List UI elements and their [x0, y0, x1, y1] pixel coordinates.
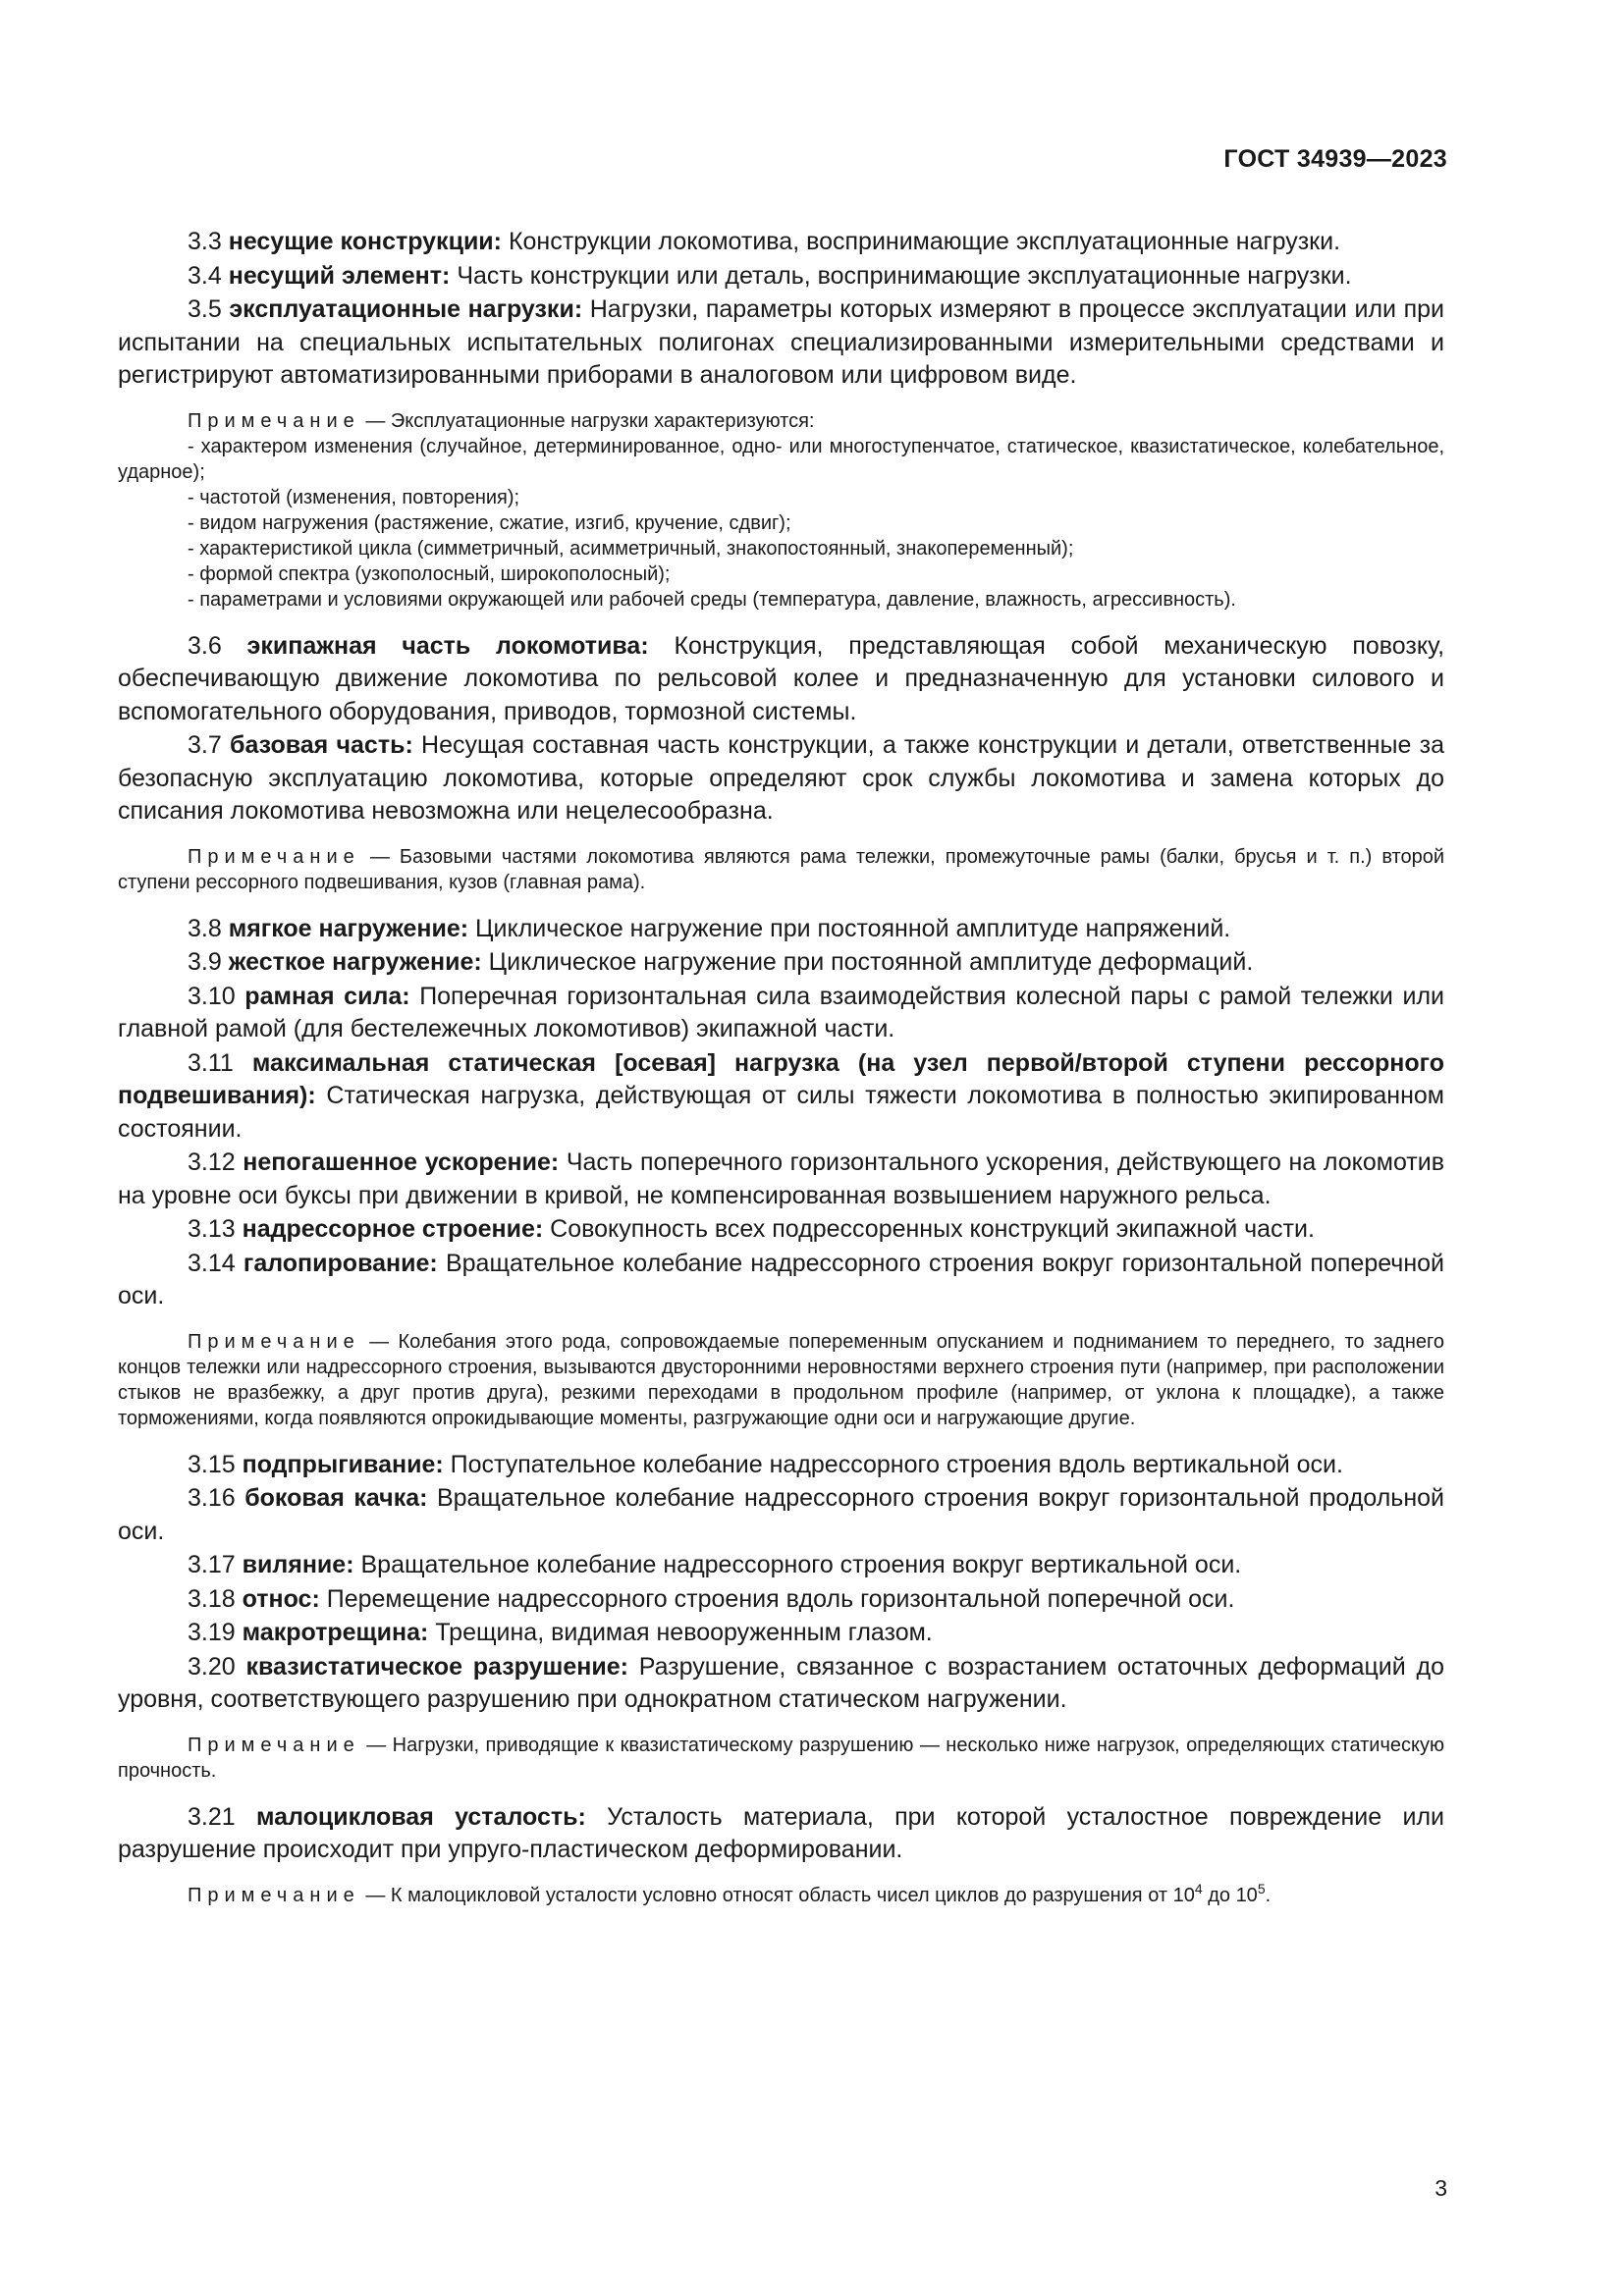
term-3-15: 3.15 подпрыгивание: Поступательное колебание надрессорного строения вдоль вертикальной оси.: [188, 1450, 1343, 1478]
term-3-18: 3.18 относ: Перемещение надрессорного строения вдоль горизонтальной поперечной оси.: [188, 1584, 1235, 1613]
term-3-6: 3.6 экипажная часть локомотива: Конструкция, представляющая собой механическую повозку, обеспечивающую движение локомотива по рельсовой колее и предназначенную для установки силового и вспомогательного оборудования, приводов, тормозной системы.: [118, 631, 1445, 725]
note-1-item: - характеристикой цикла (симметричный, асимметричный, знакопостоянный, знакопеременный);: [188, 537, 1074, 560]
term-3-5: 3.5 эксплуатационные нагрузки: Нагрузки, параметры которых измеряют в процессе эксплуатации или при испытании на специальных испытательных полигонах специализированными измерительными средствами и регистрируют автоматизированными приборами в аналоговом или цифровом виде.: [118, 295, 1444, 389]
note-label: Примечание: [188, 409, 360, 432]
note-label: Примечание: [188, 1330, 360, 1353]
note-1-item: - параметрами и условиями окружающей или рабочей среды (температура, давление, влажность, агрессивность).: [188, 588, 1236, 611]
note-label: Примечание: [188, 1734, 360, 1756]
term-3-14: 3.14 галопирование: Вращательное колебание надрессорного строения вокруг горизонтальной поперечной оси.: [118, 1249, 1444, 1309]
page-number: 3: [1435, 2175, 1447, 2201]
term-3-3: 3.3 несущие конструкции: Конструкции локомотива, воспринимающие эксплуатационные нагрузки.: [188, 228, 1341, 255]
term-3-12: 3.12 непогашенное ускорение: Часть поперечного горизонтального ускорения, действующего на локомотив на уровне оси буксы при движении в кривой, не компенсированная возвышением наружного рельса.: [118, 1148, 1444, 1209]
terms-content: [118, 226, 1444, 1926]
note-1-item: - частотой (изменения, повторения);: [188, 486, 520, 508]
term-3-9: 3.9 жесткое нагружение: Циклическое нагружение при постоянной амплитуде деформаций.: [188, 948, 1254, 976]
note-1-item: - характером изменения (случайное, детерминированное, одно- или многоступенчатое, статическое, квазистатическое, колебательное, ударное);: [118, 435, 1444, 483]
note-1-item: - формой спектра (узкополосный, широкополосный);: [188, 562, 671, 585]
term-3-7: 3.7 базовая часть: Несущая составная часть конструкции, а также конструкции и детали, ответственные за безопасную эксплуатацию локомотива, которые определяют срок службы локомотива и замена которых до списания локомотива невозможна или нецелесообразна.: [118, 731, 1444, 825]
term-3-8: 3.8 мягкое нагружение: Циклическое нагружение при постоянной амплитуде напряжений.: [188, 914, 1231, 942]
note-label: Примечание: [188, 845, 360, 868]
term-3-13: 3.13 надрессорное строение: Совокупность всех подрессоренных конструкций экипажной части.: [188, 1215, 1315, 1243]
term-3-4: 3.4 несущий элемент: Часть конструкции или деталь, воспринимающие эксплуатационные нагрузки.: [188, 261, 1352, 290]
standard-code: ГОСТ 34939—2023: [1223, 145, 1447, 173]
note-3: Примечание — Колебания этого рода, сопровождаемые попеременным опусканием и подниманием то переднего, то заднего концов тележки или надрессорного строения, вызываются двусторонними неровностями верхнего строения пути (например, при расположении стыков не вразбежку, а друг против друга), резкими переходами в продольном профиле (например, от уклона к площадке), а также торможениями, когда появляются опрокидывающие моменты, разгружающие одни оси и нагружающие другие.: [118, 1330, 1444, 1429]
note-4: Примечание — Нагрузки, приводящие к квазистатическому разрушению — несколько ниже нагрузок, определяющих статическую прочность.: [118, 1734, 1444, 1782]
note-1: Примечание — Эксплуатационные нагрузки характеризуются: - характером изменения (случайное, детерминированное, одно- или многоступенчатое, статическое, квазистатическое, колебательное, ударное); - частотой (изменения, повторения); - видом нагружения (растяжение, сжатие, изгиб, кручение, сдвиг); - характеристикой цикла (симметричный, асимметричный, знакопостоянный, знакопеременный); - формой спектра (узкополосный, широкополосный); - параметрами и условиями окружающей или рабочей среды (температура, давление, влажность, агрессивность).: [118, 409, 1444, 611]
term-3-21: 3.21 малоцикловая усталость: Усталость материала, при которой усталостное повреждение или разрушение происходит при упруго-пластическом деформировании.: [118, 1802, 1445, 1863]
note-1-item: - видом нагружения (растяжение, сжатие, изгиб, кручение, сдвиг);: [188, 511, 791, 534]
term-3-17: 3.17 виляние: Вращательное колебание надрессорного строения вокруг вертикальной оси.: [188, 1551, 1242, 1578]
term-3-20: 3.20 квазистатическое разрушение: Разрушение, связанное с возрастанием остаточных деформаций до уровня, соответствующего разрушению при однократном статическом нагружении.: [118, 1652, 1444, 1713]
term-3-10: 3.10 рамная сила: Поперечная горизонтальная сила взаимодействия колесной пары с рамой тележки или главной рамой (для бестележечных локомотивов) экипажной части.: [118, 982, 1444, 1042]
term-3-16: 3.16 боковая качка: Вращательное колебание надрессорного строения вокруг горизонтальной продольной оси.: [118, 1484, 1444, 1545]
term-3-11: 3.11 максимальная статическая [осевая] нагрузка (на узел первой/второй ступени рессорного подвешивания): Статическая нагрузка, действующая от силы тяжести локомотива в полностью экипированном состоянии.: [118, 1048, 1444, 1143]
note-5: Примечание — К малоцикловой усталости условно относят область чисел циклов до разрушения от $10^4$ до $10^5$.: [188, 1880, 1272, 1906]
note-label: Примечание: [188, 1884, 360, 1906]
note-2: Примечание — Базовыми частями локомотива являются рама тележки, промежуточные рамы (балки, брусья и т. п.) второй ступени рессорного подвешивания, кузов (главная рама).: [118, 845, 1444, 893]
term-3-19: 3.19 макротрещина: Трещина, видимая невооруженным глазом.: [188, 1619, 933, 1646]
